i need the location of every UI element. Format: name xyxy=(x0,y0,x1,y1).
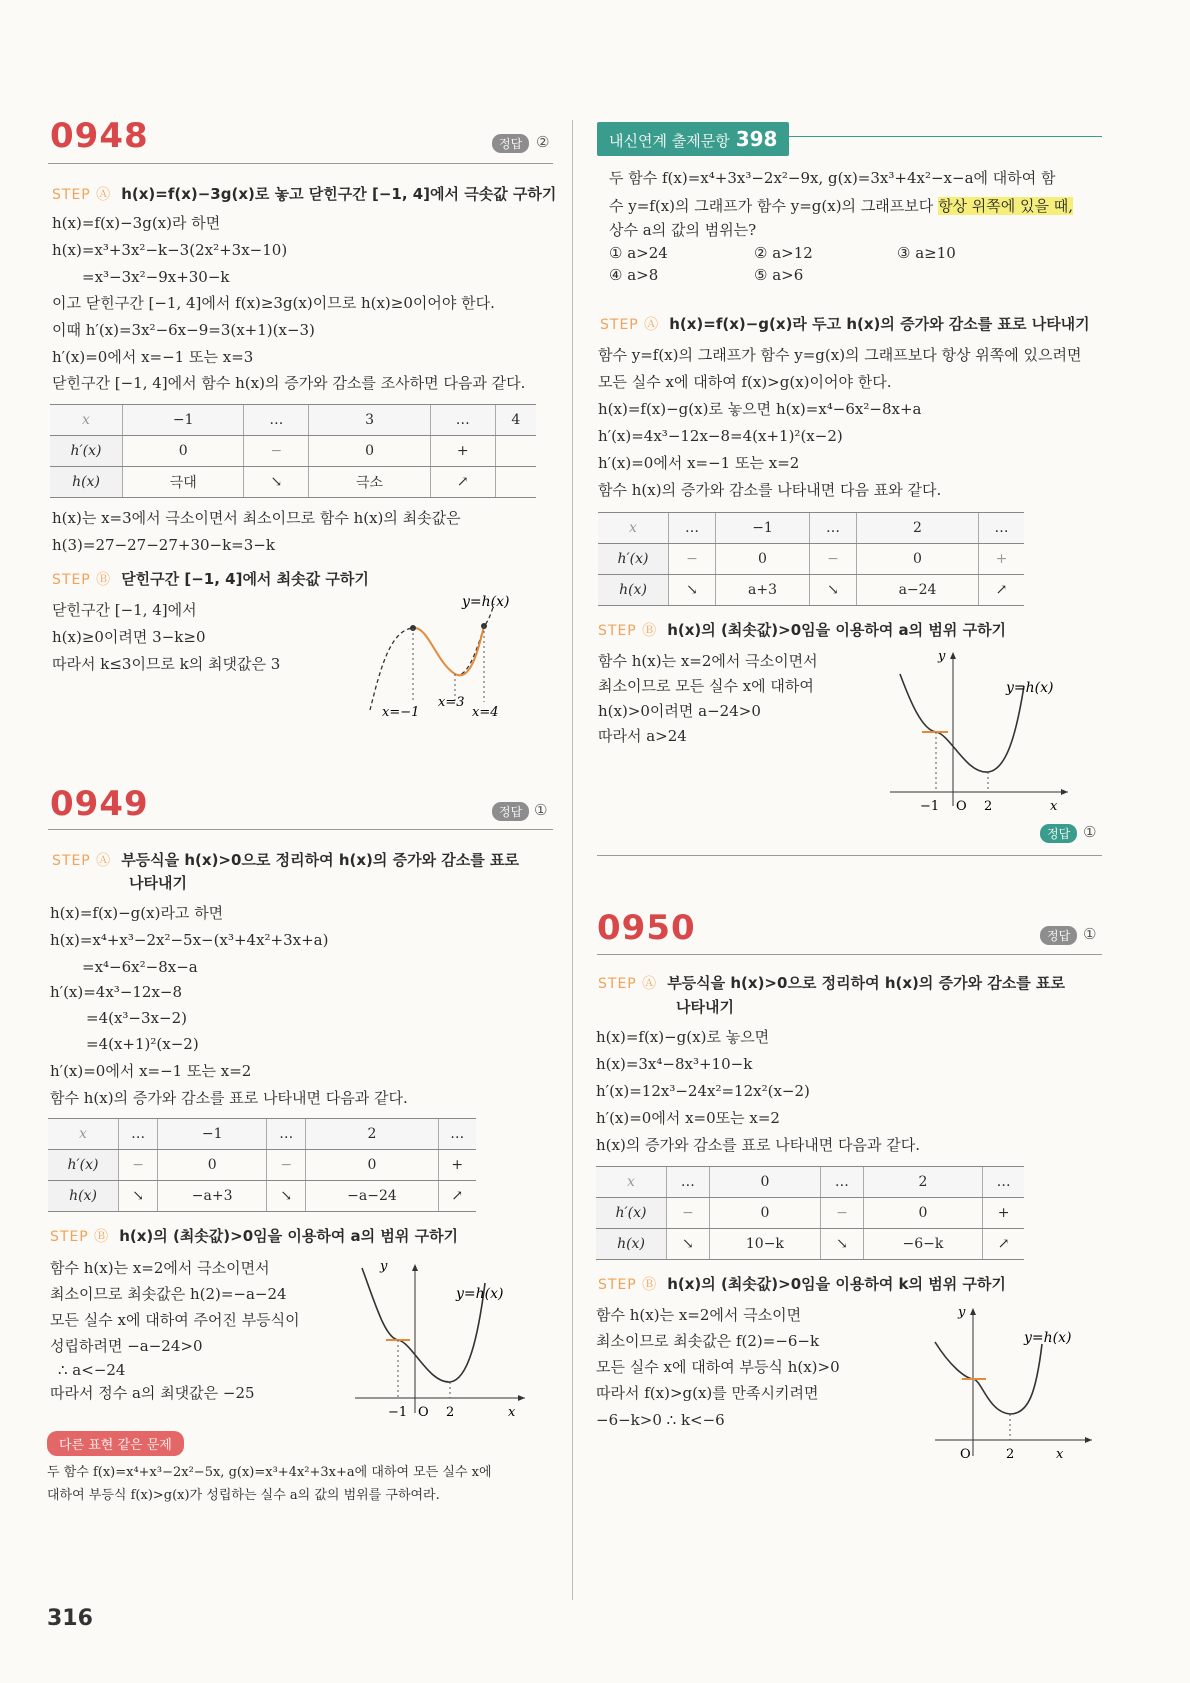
solution-line: =4(x³−3x−2) xyxy=(86,1009,187,1027)
curve-label: y=h(x) xyxy=(1024,1330,1072,1346)
step-tag: STEP Ⓐ xyxy=(52,853,112,869)
table-cell: − xyxy=(119,1150,158,1181)
tick-label: x=−1 xyxy=(382,705,420,720)
choice: ⑤ a>6 xyxy=(754,266,804,284)
table-cell: ↗ xyxy=(438,1181,476,1212)
table-cell: ↘ xyxy=(669,575,716,606)
step-title-cont: 나타내기 xyxy=(129,874,187,892)
table-cell xyxy=(495,467,536,498)
solution-line: 따라서 k≤3이므로 k의 최댓값은 3 xyxy=(52,655,281,673)
answer-badge: 정답 xyxy=(492,134,529,153)
step-tag: STEP Ⓑ xyxy=(50,1229,110,1245)
table-cell: 0 xyxy=(709,1198,820,1229)
tick-label: 2 xyxy=(984,799,993,814)
similar-problem-line: 대하여 부등식 f(x)>g(x)가 성립하는 실수 a의 값의 범위를 구하여라. xyxy=(47,1488,440,1503)
step-title: h(x)=f(x)−g(x)라 두고 h(x)의 증가와 감소를 표로 나타내기 xyxy=(669,315,1090,333)
solution-line: =4(x+1)²(x−2) xyxy=(86,1035,199,1053)
graph-0950 xyxy=(920,1304,1100,1464)
step-a-0950 xyxy=(598,973,1065,994)
graph-0948 xyxy=(360,590,540,720)
solution-line: 함수 h(x)는 x=2에서 극소이면 xyxy=(596,1306,802,1324)
solution-line: 이고 닫힌구간 [−1, 4]에서 f(x)≥3g(x)이므로 h(x)≥0이어야 한다. xyxy=(52,294,495,312)
similar-problem-badge: 다른 표현 같은 문제 xyxy=(47,1431,184,1456)
rule xyxy=(597,855,1102,856)
solution-line: h′(x)=0에서 x=−1 또는 x=2 xyxy=(50,1062,252,1080)
choice: ③ a≥10 xyxy=(897,244,956,262)
solution-line: 성립하려면 −a−24>0 xyxy=(50,1337,203,1355)
arrow-icon xyxy=(518,1395,525,1401)
step-b-nesin xyxy=(598,620,1006,641)
nesin-badge-number: 398 xyxy=(735,127,778,151)
answer-0948: ② xyxy=(536,133,550,151)
table-cell: ↗ xyxy=(979,575,1025,606)
solution-line: 최소이므로 최솟값은 h(2)=−a−24 xyxy=(50,1285,287,1303)
table-cell: x xyxy=(50,405,123,436)
table-cell: − xyxy=(821,1198,864,1229)
step-title: h(x)의 (최솟값)>0임을 이용하여 a의 범위 구하기 xyxy=(119,1227,459,1245)
step-a-0949 xyxy=(52,850,519,871)
axis-label: x xyxy=(508,1405,516,1420)
table-cell: −1 xyxy=(158,1119,267,1150)
table-cell: + xyxy=(983,1198,1024,1229)
nesin-badge-text: 내신연계 출제문항 xyxy=(609,132,730,150)
graph-0949 xyxy=(350,1258,530,1423)
table-cell: −a+3 xyxy=(158,1181,267,1212)
solution-line: h(3)=27−27−27+30−k=3−k xyxy=(52,536,275,554)
answer-0949: ① xyxy=(534,801,548,819)
table-cell: − xyxy=(244,436,309,467)
solution-line: h(x)>0이려면 a−24>0 xyxy=(598,702,761,720)
solution-line: −6−k>0 ∴ k<−6 xyxy=(596,1411,725,1429)
table-cell: 2 xyxy=(857,513,979,544)
step-tag: STEP Ⓑ xyxy=(598,623,658,639)
arrow-icon xyxy=(950,652,956,659)
table-cell: h(x) xyxy=(50,467,123,498)
answer-badge: 정답 xyxy=(1040,824,1077,843)
solution-line: h′(x)=0에서 x=0또는 x=2 xyxy=(596,1109,780,1127)
solution-line: 닫힌구간 [−1, 4]에서 xyxy=(52,601,197,619)
table-cell: − xyxy=(267,1150,306,1181)
step-title: 부등식을 h(x)>0으로 정리하여 h(x)의 증가와 감소를 표로 xyxy=(667,974,1065,992)
answer-0950: ① xyxy=(1083,925,1097,943)
tick-label: −1 xyxy=(920,799,940,814)
solution-line: h(x)의 증가와 감소를 표로 나타내면 다음과 같다. xyxy=(596,1136,921,1154)
table-cell: … xyxy=(267,1119,306,1150)
table-cell: −a−24 xyxy=(306,1181,438,1212)
arrow-icon xyxy=(1061,789,1068,795)
solution-line: 최소이므로 최솟값은 f(2)=−6−k xyxy=(596,1332,820,1350)
table-cell: ↘ xyxy=(244,467,309,498)
axis-label: x xyxy=(1056,1447,1064,1462)
solution-line: h(x)=3x⁴−8x³+10−k xyxy=(596,1055,753,1073)
solution-line: 닫힌구간 [−1, 4]에서 함수 h(x)의 증가와 감소를 조사하면 다음과 같다. xyxy=(52,374,526,392)
solution-line: h′(x)=0에서 x=−1 또는 x=3 xyxy=(52,348,254,366)
tick-label: O xyxy=(418,1405,429,1420)
solution-line: h′(x)=0에서 x=−1 또는 x=2 xyxy=(598,454,800,472)
table-cell: … xyxy=(438,1119,476,1150)
solution-line: 모든 실수 x에 대하여 f(x)>g(x)이어야 한다. xyxy=(598,373,892,391)
step-b-0950 xyxy=(598,1274,1006,1295)
table-cell: − xyxy=(669,544,716,575)
solution-line: 따라서 정수 a의 최댓값은 −25 xyxy=(50,1384,255,1402)
table-cell: … xyxy=(979,513,1025,544)
table-cell: 2 xyxy=(863,1167,982,1198)
table-cell: ↘ xyxy=(821,1229,864,1260)
table-cell: 0 xyxy=(709,1167,820,1198)
table-cell: 0 xyxy=(863,1198,982,1229)
step-b-0949 xyxy=(50,1226,458,1247)
table-cell: ↗ xyxy=(983,1229,1024,1260)
table-cell: h′(x) xyxy=(48,1150,119,1181)
curve-label: y=h(x) xyxy=(1006,680,1054,696)
table-cell: x xyxy=(48,1119,119,1150)
table-cell: ↘ xyxy=(810,575,857,606)
table-cell: … xyxy=(430,405,495,436)
table-cell: 0 xyxy=(158,1150,267,1181)
table-cell: x xyxy=(598,513,669,544)
rule xyxy=(48,163,553,164)
choice: ② a>12 xyxy=(754,244,813,262)
axis-label: y xyxy=(380,1259,388,1274)
step-title: h(x)=f(x)−3g(x)로 놓고 닫힌구간 [−1, 4]에서 극솟값 구하기 xyxy=(121,185,557,203)
table-cell: … xyxy=(244,405,309,436)
solution-line: 함수 h(x)는 x=2에서 극소이면서 xyxy=(50,1259,270,1277)
question-line: 두 함수 f(x)=x⁴+3x³−2x²−9x, g(x)=3x³+4x²−x−a에 대하여 함 xyxy=(609,169,1056,187)
step-tag: STEP Ⓑ xyxy=(52,572,112,588)
question-line: 상수 a의 값의 범위는? xyxy=(609,221,757,239)
variation-table-0950 xyxy=(596,1166,1024,1260)
table-cell: −1 xyxy=(716,513,810,544)
solution-line: =x³−3x²−9x+30−k xyxy=(82,268,230,286)
table-cell xyxy=(495,436,536,467)
table-cell: x xyxy=(596,1167,667,1198)
step-title: 부등식을 h(x)>0으로 정리하여 h(x)의 증가와 감소를 표로 xyxy=(121,851,519,869)
table-cell: ↘ xyxy=(267,1181,306,1212)
step-title-cont: 나타내기 xyxy=(676,998,734,1016)
table-cell: 0 xyxy=(123,436,244,467)
variation-table-nesin xyxy=(598,512,1024,606)
solution-line: 함수 h(x)는 x=2에서 극소이면서 xyxy=(598,652,818,670)
choice: ④ a>8 xyxy=(609,266,659,284)
table-cell: … xyxy=(821,1167,864,1198)
step-tag: STEP Ⓑ xyxy=(598,1277,658,1293)
solution-line: 이때 h′(x)=3x²−6x−9=3(x+1)(x−3) xyxy=(52,321,315,339)
step-a-0948 xyxy=(52,184,556,205)
table-cell: a−24 xyxy=(857,575,979,606)
axis-label: y xyxy=(938,649,946,664)
table-cell: … xyxy=(810,513,857,544)
table-cell: … xyxy=(669,513,716,544)
problem-number-0948: 0948 xyxy=(50,116,149,156)
solution-line: =x⁴−6x²−8x−a xyxy=(82,958,198,976)
table-cell: ↘ xyxy=(667,1229,710,1260)
table-cell: 0 xyxy=(716,544,810,575)
problem-number-0949: 0949 xyxy=(50,784,149,824)
table-cell: h(x) xyxy=(596,1229,667,1260)
table-cell: −1 xyxy=(123,405,244,436)
curve-label: y=h(x) xyxy=(456,1286,504,1302)
step-title: h(x)의 (최솟값)>0임을 이용하여 a의 범위 구하기 xyxy=(667,621,1007,639)
table-cell: h(x) xyxy=(48,1181,119,1212)
solution-line: 최소이므로 모든 실수 x에 대하여 xyxy=(598,677,814,695)
choice: ① a>24 xyxy=(609,244,668,262)
page-number: 316 xyxy=(47,1606,93,1631)
table-cell: − xyxy=(810,544,857,575)
solution-line: h(x)는 x=3에서 극소이면서 최소이므로 함수 h(x)의 최솟값은 xyxy=(52,509,461,527)
solution-line: h(x)=f(x)−g(x)로 놓으면 h(x)=x⁴−6x²−8x+a xyxy=(598,400,922,418)
step-tag: STEP Ⓐ xyxy=(52,187,112,203)
table-cell: a+3 xyxy=(716,575,810,606)
table-cell: … xyxy=(983,1167,1024,1198)
arrow-icon xyxy=(1085,1437,1092,1443)
step-a-nesin xyxy=(600,314,1090,335)
curve xyxy=(935,1342,1042,1414)
rule xyxy=(597,954,1102,955)
solution-line: 함수 h(x)의 증가와 감소를 표로 나타내면 다음과 같다. xyxy=(50,1089,408,1107)
tick-label: O xyxy=(960,1447,971,1462)
table-cell: ↗ xyxy=(430,467,495,498)
solution-line: h(x)=x⁴+x³−2x²−5x−(x³+4x²+3x+a) xyxy=(50,931,329,949)
table-cell: … xyxy=(667,1167,710,1198)
solution-line: h(x)=f(x)−g(x)로 놓으면 xyxy=(596,1028,770,1046)
solution-line: h(x)≥0이려면 3−k≥0 xyxy=(52,628,206,646)
step-title: 닫힌구간 [−1, 4]에서 최솟값 구하기 xyxy=(121,570,369,588)
solution-line: 함수 h(x)의 증가와 감소를 나타내면 다음 표와 같다. xyxy=(598,481,942,499)
table-cell: h′(x) xyxy=(50,436,123,467)
highlight: 항상 위쪽에 있을 때, xyxy=(938,197,1074,215)
solution-line: 모든 실수 x에 대하여 주어진 부등식이 xyxy=(50,1311,300,1329)
answer-badge: 정답 xyxy=(492,802,529,821)
solution-line: h′(x)=12x³−24x²=12x²(x−2) xyxy=(596,1082,810,1100)
table-cell: + xyxy=(438,1150,476,1181)
question-text: 수 y=f(x)의 그래프가 함수 y=g(x)의 그래프보다 xyxy=(609,197,934,215)
tick-label: −1 xyxy=(388,1405,408,1420)
answer-nesin: ① xyxy=(1083,823,1097,841)
solution-line: h(x)=f(x)−g(x)라고 하면 xyxy=(50,904,224,922)
nesin-badge xyxy=(597,122,789,156)
table-cell: 극소 xyxy=(309,467,430,498)
table-cell: h′(x) xyxy=(598,544,669,575)
solution-line: 따라서 f(x)>g(x)를 만족시키려면 xyxy=(596,1384,819,1402)
axis-label: y xyxy=(958,1305,966,1320)
table-cell: − xyxy=(667,1198,710,1229)
tick-label: x=3 xyxy=(438,695,465,710)
solution-line: h(x)=f(x)−3g(x)라 하면 xyxy=(52,214,221,232)
column-divider xyxy=(572,120,573,1600)
similar-problem-line: 두 함수 f(x)=x⁴+x³−2x²−5x, g(x)=x³+4x²+3x+a에 대하여 모든 실수 x에 xyxy=(47,1465,492,1480)
answer-badge: 정답 xyxy=(1040,926,1077,945)
solution-line: ∴ a<−24 xyxy=(58,1361,126,1379)
variation-table-0948 xyxy=(50,404,536,498)
solution-line: 함수 y=f(x)의 그래프가 함수 y=g(x)의 그래프보다 항상 위쪽에 있으려면 xyxy=(598,346,1082,364)
rule xyxy=(48,829,553,830)
graph-nesin xyxy=(888,646,1088,816)
arrow-icon xyxy=(412,1264,418,1271)
table-cell: + xyxy=(979,544,1025,575)
table-cell: 0 xyxy=(309,436,430,467)
question-line xyxy=(609,196,1073,216)
table-cell: + xyxy=(430,436,495,467)
step-b-0948 xyxy=(52,569,369,590)
arrow-icon xyxy=(970,1308,976,1315)
tick-label: x=4 xyxy=(472,705,499,720)
table-cell: … xyxy=(119,1119,158,1150)
solution-line: h′(x)=4x³−12x−8 xyxy=(50,983,183,1001)
step-title: h(x)의 (최솟값)>0임을 이용하여 k의 범위 구하기 xyxy=(667,1275,1006,1293)
problem-number-0950: 0950 xyxy=(597,908,696,948)
curve-segment xyxy=(413,626,484,675)
variation-table-0949 xyxy=(48,1118,476,1212)
tick-label: O xyxy=(956,799,967,814)
table-cell: h(x) xyxy=(598,575,669,606)
table-cell: 3 xyxy=(309,405,430,436)
table-cell: 0 xyxy=(306,1150,438,1181)
table-cell: h′(x) xyxy=(596,1198,667,1229)
table-cell: 0 xyxy=(857,544,979,575)
table-cell: 10−k xyxy=(709,1229,820,1260)
curve-label: y=h(x) xyxy=(462,594,510,610)
tick-label: 2 xyxy=(1006,1447,1015,1462)
step-tag: STEP Ⓐ xyxy=(600,317,660,333)
tick-label: 2 xyxy=(446,1405,455,1420)
solution-line: 모든 실수 x에 대하여 부등식 h(x)>0 xyxy=(596,1358,840,1376)
solution-line: 따라서 a>24 xyxy=(598,727,687,745)
table-cell: 극대 xyxy=(123,467,244,498)
table-cell: −6−k xyxy=(863,1229,982,1260)
axis-label: x xyxy=(1050,799,1058,814)
solution-line: h(x)=x³+3x²−k−3(2x²+3x−10) xyxy=(52,241,288,259)
table-cell: 2 xyxy=(306,1119,438,1150)
table-cell: ↘ xyxy=(119,1181,158,1212)
table-cell: 4 xyxy=(495,405,536,436)
step-tag: STEP Ⓐ xyxy=(598,976,658,992)
solution-line: h′(x)=4x³−12x−8=4(x+1)²(x−2) xyxy=(598,427,843,445)
